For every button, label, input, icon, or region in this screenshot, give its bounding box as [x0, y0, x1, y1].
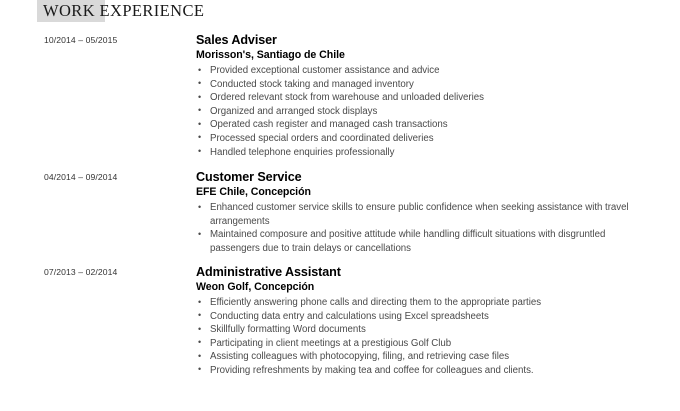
entry-body	[196, 33, 636, 159]
bullet-item: • Skillfully formatting Word documents	[196, 323, 636, 337]
entry-body	[196, 265, 636, 378]
entry-employer: EFE Chile, Concepción	[196, 186, 311, 198]
section-title: WORK EXPERIENCE	[43, 1, 205, 20]
entry-employer: Weon Golf, Concepción	[196, 281, 315, 293]
bullet-item: • Assisting colleagues with photocopying, filing, and retrieving case files	[196, 350, 636, 364]
bullet-item: • Participating in client meetings at a prestigious Golf Club	[196, 337, 636, 351]
entry-dates: 07/2013 – 02/2014	[44, 267, 118, 277]
entry-job-title: Sales Adviser	[196, 33, 277, 47]
bullet-item: • Conducting data entry and calculations using Excel spreadsheets	[196, 310, 636, 324]
bullet-item: • Handled telephone enquiries professionally	[196, 146, 636, 160]
entry-body	[196, 170, 636, 255]
bullet-item: • Conducted stock taking and managed inventory	[196, 78, 636, 92]
bullet-item: • Organized and arranged stock displays	[196, 105, 636, 119]
bullet-item: • Maintained composure and positive attitude while handling difficult situations with disgruntled passengers due to train delays or cancellations	[196, 228, 636, 255]
entry-bullet-list	[196, 201, 636, 255]
bullet-item: • Provided exceptional customer assistance and advice	[196, 64, 636, 78]
entry-dates: 04/2014 – 09/2014	[44, 172, 118, 182]
entry-bullet-list	[196, 64, 636, 159]
entry-employer: Morisson's, Santiago de Chile	[196, 49, 345, 61]
entry-dates: 10/2014 – 05/2015	[44, 35, 118, 45]
bullet-item: • Processed special orders and coordinated deliveries	[196, 132, 636, 146]
bullet-item: • Efficiently answering phone calls and directing them to the appropriate parties	[196, 296, 636, 310]
entry-job-title: Customer Service	[196, 170, 302, 184]
bullet-item: • Providing refreshments by making tea and coffee for colleagues and clients.	[196, 364, 636, 378]
bullet-item: • Operated cash register and managed cash transactions	[196, 118, 636, 132]
section-header-work-experience	[37, 0, 204, 22]
bullet-item: • Enhanced customer service skills to ensure public confidence when seeking assistance with travel arrangements	[196, 201, 636, 228]
entry-bullet-list	[196, 296, 636, 378]
bullet-item: • Ordered relevant stock from warehouse and unloaded deliveries	[196, 91, 636, 105]
entry-job-title: Administrative Assistant	[196, 265, 341, 279]
